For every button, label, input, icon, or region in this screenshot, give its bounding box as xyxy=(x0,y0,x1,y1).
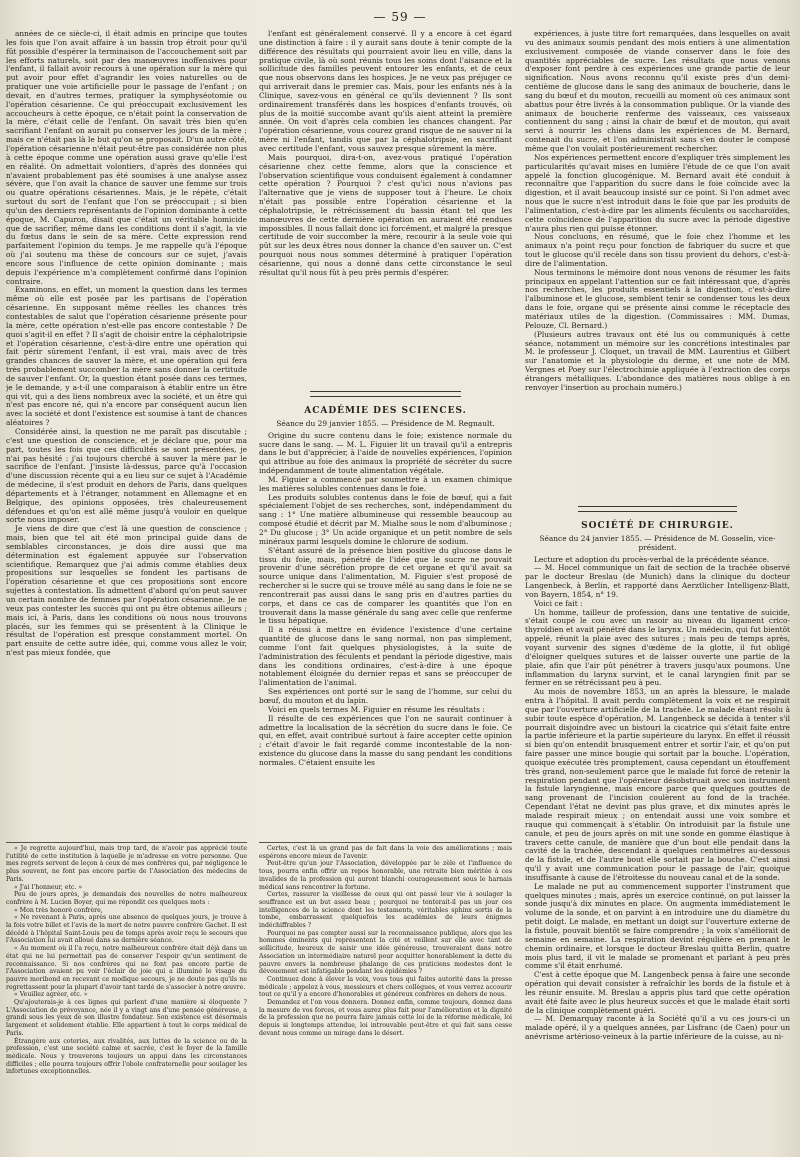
paragraph: Ses expériences ont porté sur le sang de l'homme, sur celui du bœuf, du mouton et du lapin. xyxy=(259,687,512,705)
column-left-footnote xyxy=(6,842,247,1135)
academy-continuation xyxy=(525,30,790,500)
footnote-paragraph: Peu de jours après, je demandais des nouvelles de notre malheureux confrère à M. Lucien Boyer, qui me répondit ces quelques mots : xyxy=(6,891,247,906)
paragraph: Au mois de novembre 1853, un an après la blessure, le malade entra à l'hôpital. Il avait perdu complètement la voix et ne respirait que par l'ouverture artificielle de la trachée. Le malade étant résolu à subir toute espèce d'opération, M. Langenbeck se décida à tenter s'il pourrait disjoindre avec un bistouri la cicatrice qui s'était faite entre la partie inférieure et la partie supérieure du larynx. En effet il réussit si bien qu'on entendit brusquement entrer et sortir l'air, et qu'on put faire passer une mince bougie qui sortait par la bouche. L'opération, quoique exécutée très promptement, causa cependant un étouffement très grand, non-seulement parce que le malade fut forcé de retenir la respiration pendant que l'opérateur désobstruait avec son instrument la fistule laryngienne, mais encore parce que quelques gouttes de sang provenant de l'incision coulèrent au fond de la trachée. Cependant l'état ne devint pas plus grave, et dix minutes après le malade respirait mieux ; on entendait aussi une voix sombre et rauque qui commençait à s'établir. On introduisit par la fistule une canule, et peu de jours après on mit une sonde en gomme élastique à travers cette canule, de manière que d'un bout elle pendait dans la cavité de la trachée, descendant à quelques centimètres au-dessous de la fistule, et de l'autre bout elle sortait par la bouche. C'est ainsi qu'il y avait une communication pour le passage de l'air, quoique insuffisante à cause de l'étroitesse du nouveau canal et de la sonde. xyxy=(525,687,790,882)
paragraph: Je viens de dire que c'est là une question de conscience ; mais, bien que tel ait été mon principal guide dans de semblables circonstances, je dois dire aussi que ma détermination est également appuyée sur l'observation scientifique. Remarquez que j'ai admis comme établies deux propositions sur lesquelles se fondent les partisans de l'opération césarienne et que ces propositions sont encore sujettes à contestation. Ils admettent d'abord qu'on peut sauver un certain nombre de femmes par l'opération césarienne. Je ne veux pas contester les succès qui ont pu être obtenus ailleurs ; mais ici, à Paris, dans les conditions où nous nous trouvons placés, sur les femmes qui se présentent à la Clinique le résultat de l'opération est presque constamment mortel. On part ensuite de cette autre idée, qui, comme vous allez le voir, n'est pas mieux fondée, que xyxy=(6,524,247,658)
paragraph: Voici ce fait : xyxy=(534,598,583,608)
paragraph: Origine du sucre contenu dans le foie; existence normale du sucre dans le sang. — M. L. Figuier lit un travail qu'il a entrepris dans le but d'apprécier, à l'aide de nouvelles expériences, l'opinion qui attribue au foie des animaux la propriété de sécréter du sucre indépendamment de toute alimentation végétale. xyxy=(259,430,512,476)
section-heading-academy: ACADÉMIE DES SCIENCES. xyxy=(304,406,467,416)
paragraph: Lecture et adoption du procès-verbal de la précédente séance. xyxy=(534,555,770,564)
paragraph: l'enfant est généralement conservé. Il y a encore à cet égard une distinction à faire : il y aurait sans doute à tenir compte de la différence des résultats qui pourraient avoir lieu en ville, dans la pratique civile, là où sont réunis tous les soins dont l'aisance et la sollicitude des familles peuvent entourer les enfants, et de ceux que nous observons dans les hospices. Je ne veux pas préjuger ce qui arriverait dans le premier cas. Mais, pour les enfants nés à la Clinique, savez-vous en général ce qu'ils deviennent ? Ils sont ordinairement transférés dans les hospices d'enfants trouvés, où plus de la moitié succombe avant qu'ils aient atteint la première année. On voit d'après cela combien les chances changent. Par l'opération césarienne, vous courez grand risque de ne sauver ni la mère ni l'enfant, tandis que par la céphalotripsie, en sacrifiant avec certitude l'enfant, vous sauvez presque sûrement la mère. xyxy=(259,30,512,153)
paragraph: années de ce siècle-ci, il était admis en principe que toutes les fois que l'on avait affaire à un bassin trop étroit pour qu'il fût possible d'espérer la terminaison de l'accouchement soit par les efforts naturels, soit par des manœuvres inoffensives pour l'enfant, il fallait avoir recours à une opération sur la mère qui put avoir pour effet d'agrandir les voies naturelles ou de pratiquer une voie artificielle pour le passage de l'enfant ; on devait, en d'autres termes, pratiquer la symphyséotomie ou l'opération césarienne. Ce qui préoccupait exclusivement les accoucheurs à cette époque, ce n'était point la conservation de la mère, c'était celle de l'enfant. On savait très bien qu'en sacrifiant l'enfant on aurait pu conserver les jours de la mère ; mais ce n'était pas là le but qu'on se proposait. D'un autre côté, l'opération césarienne n'était peut-être pas considérée non plus à cette époque comme une opération aussi grave qu'elle l'est en réalité. On admettait volontiers, d'après des données qui n'avaient probablement pas été soumises à une analyse assez sévère, que l'on avait la chance de sauver une femme sur trois ou quatre opérations césariennes. Mais, je le répète, c'était surtout du sort de l'enfant que l'on se préoccupait ; si bien qu'un des derniers représentants de l'opinion dominante à cette époque, M. Capuron, disait que c'était un véritable homicide que de sacrifier, même dans les conditions dont il s'agit, la vie du fœtus dans le sein de sa mère. Cette expression rend parfaitement l'opinion du temps. Je me rappelle qu'à l'époque où j'ai soutenu ma thèse de concours sur ce sujet, j'avais encore sous l'influence de cette opinion dominante ; mais depuis l'expérience m'a complètement confirmé dans l'opinion contraire. xyxy=(6,30,247,286)
column-right xyxy=(525,30,790,1140)
paragraph: Examinons, en effet, un moment la question dans les termes même où elle est posée par les partisans de l'opération césarienne. En supposant même réelles les chances très contestables de salut que l'opération césarienne présente pour la mère, cette opération n'est-elle pas encore contestable ? De quoi s'agit-il en effet ? Il s'agit de choisir entre la céphalotripsie et l'opération césarienne, c'est-à-dire entre une opération qui fait périr sûrement l'enfant, il est vrai, mais avec de très grandes chances de sauver la mère, et une opération qui fera très probablement succomber la mère sans donner la certitude de sauver l'enfant. Or, la question étant posée dans ces termes, je le demande, y a-t-il une comparaison à établir entre un être qui vit, qui a des liens nombreux avec la société, et un être qui n'est pas encore né, qui n'a encore par conséquent aucun lien avec la société et dont l'existence est soumise à tant de chances aléatoires ? xyxy=(6,285,247,428)
paragraph: Mais pourquoi, dira-t-on, avez-vous pratiqué l'opération césarienne chez cette femme, alors que la conscience et l'observation scientifique vous conduisent également à condamner cette opération ? Pourquoi ? c'est qu'ici nous n'avions pas l'alternative que je viens de supposer tout à l'heure. Le choix n'était pas possible entre l'opération césarienne et la céphalotripsie, le rétrécissement du bassin étant tel que les manœuvres de cette dernière opération en auraient été rendues impossibles. Il nous fallait donc ici forcément, et malgré la presque certitude de voir succomber la mère, recourir à la seule voie qui pût sur les deux êtres nous donner la chance d'en sauver un. C'est pourquoi nous nous sommes déterminé à pratiquer l'opération césarienne, qui nous a donné dans cette circonstance le seul résultat qu'il nous fût à peu près permis d'espérer. xyxy=(259,152,512,277)
obstetrics-continuation xyxy=(259,30,512,385)
footnote-paragraph: Certes, c'est là un grand pas de fait dans la voie des améliorations ; mais espérons encore mieux de l'avenir. xyxy=(259,845,512,860)
paragraph: S'étant assuré de la présence bien positive du glucose dans le tissu du foie, mais, pénétré de l'idée que le sucre ne pouvait provenir d'une sécrétion propre de cet organe et qu'il avait sa source unique dans l'alimentation, M. Figuier s'est proposé de rechercher si le sucre qui se trouve mêlé au sang dans le foie ne se rencontrerait pas aussi dans le sang pris en d'autres parties du corps, et dans ce cas de comparer les quantités que l'on en trouverait dans la masse générale du sang avec celle que renferme le tissu hépatique. xyxy=(259,545,512,626)
paragraph: Nous terminons le mémoire dont nous venons de résumer les faits principaux en appelant l'attention sur ce fait intéressant que, d'après nos recherches, les produits essentiels à la digestion, c'est-à-dire l'albuminose et le glucose, semblent tenir se condenser tous les deux dans le foie, organe qui se présente ainsi comme le réceptacle des matériaux utiles de la digestion. (Commissaires : MM. Dumas, Pelouze, Cl. Bernard.) xyxy=(525,267,790,330)
paragraph: Nous concluons, en résumé, que le foie chez l'homme et les animaux n'a point reçu pour fonction de fabriquer du sucre et que tout le glucose qu'il recèle dans son tissu provient du dehors, c'est-à-dire de l'alimentation. xyxy=(525,232,790,268)
column-middle xyxy=(259,30,512,1140)
footnote-paragraph: « Je regrette aujourd'hui, mais trop tard, de n'avoir pas apprécié toute l'utilité de cette institution à laquelle je m'adresse en votre personne. Que mes regrets servent de leçon à ceux de mes confrères qui, par négligence le plus souvent, ne font pas encore partie de l'Association des médecins de Paris. xyxy=(6,845,247,883)
paragraph: Il résulte de ces expériences que l'on ne saurait continuer à admettre la localisation de la sécrétion du sucre dans le foie. Ce qui, en effet, avait contribué surtout à faire accepter cette opinion ; c'était d'avoir le fait regardé comme incontestable de la non-existence du glucose dans la masse du sang pendant les conditions normales. C'étaient ensuite les xyxy=(259,713,512,767)
column-left-body xyxy=(6,30,247,838)
section-heading-surgery: SOCIÉTÉ DE CHIRURGIE. xyxy=(581,521,734,531)
session-line: Séance du 24 janvier 1855. — Présidence de M. Gosselin, vice-président. xyxy=(539,533,776,552)
paragraph: M. Figuier a commencé par soumettre à un examen chimique les matières solubles contenues dans le foie. xyxy=(259,474,512,493)
footnote-paragraph: Certes, rassurer la vieillesse de ceux qui ont passé leur vie à soulager la souffrance est un but assez beau ; pourquoi ne tenterait-il pas un jour ces intelligences de la science dont les testaments, véritables sphinx sortis de la tombe, embarrassent quelquefois les académies de leurs énigmes indéchiffrables ? xyxy=(259,891,512,930)
paragraph: C'est à cette époque que M. Langenbeck pensa à faire une seconde opération qui devait consister à refraîchir les bords de la fistule et à les réunir ensuite. M. Breslau a appris plus tard que cette opération avait été faite avec le plus heureux succès et que le malade était sorti de la clinique complètement guéri. xyxy=(525,970,790,1015)
paragraph: Considérée ainsi, la question ne me paraît pas discutable ; c'est une question de conscience, et je déclare que, pour ma part, toutes les fois que ces difficultés se sont présentées, je n'ai pas hésité : j'ai toujours cherché à sauver la mère par le sacrifice de l'enfant. J'insiste là-dessus, parce qu'à l'occasion d'une discussion récente qui a eu lieu sur ce sujet à l'Académie de médecine, il s'est produit en dehors de Paris, dans quelques départements et à l'étranger, notamment en Allemagne et en Belgique, des opinions opposées, très chaleureusement défendues et qu'on est allé même jusqu'à vouloir en quelque sorte nous imposer. xyxy=(6,426,247,525)
column-middle-footnote xyxy=(259,842,512,1135)
footnote-paragraph: Qu'ajouterais-je à ces lignes qui parlent d'une manière si éloquente ? L'Association de prévoyance, née il y a vingt ans d'une pensée généreuse, a grandi sous les yeux de son illustre fondateur. Son existence est désormais largement et solidement établie. Elle appartient à tout le corps médical de Paris. xyxy=(6,999,247,1037)
footnote-paragraph: Peut-être qu'un jour l'Association, développée par le zèle et l'influence de tous, pourra enfin offrir un repos honorable, une retraite bien méritée à ces invalides de la profession qui auront blanchi courageusement sous le harnais médical sans rencontrer la fortune. xyxy=(259,860,512,891)
paragraph: (Plusieurs autres travaux ont été lus ou communiqués à cette séance, notamment un mémoire sur les concrétions intestinales par M. le professeur J. Cloquet, un travail de MM. Laurentius et Gilbert sur l'anatomie et la physiologie du derme, et une note de MM. Vergnes et Poey sur l'électrochimie appliquée à l'extraction des corps étrangers métalliques. L'abondance des matières nous oblige à en renvoyer l'insertion au prochain numéro.) xyxy=(525,329,790,392)
surgery-report xyxy=(525,556,790,1140)
page-number: — 59 — xyxy=(373,10,427,24)
footnote-paragraph: Étrangère aux coteries, aux rivalités, aux luttes de la science ou de la profession, c'est une société calme et sacrée, c'est le foyer de la famille médicale. Nous y trouverons toujours un appui dans les circonstances difficiles ; elle pourra toujours offrir l'obole confraternelle pour soulager les infortunes exceptionnelles. xyxy=(6,1037,247,1076)
footnote-paragraph: « J'ai l'honneur, etc. » xyxy=(14,883,83,891)
footnote-paragraph: « Mon très honoré confrère, xyxy=(14,906,103,914)
paragraph: Le malade ne put au commencement supporter l'instrument que quelques minutes ; mais, après un exercice continué, on put laisser la sonde jusqu'à dix minutes en place. On augmenta immédiatement le volume de la sonde, et on parvint à en introduire une du diamètre du petit doigt. Le malade, en mettant un doigt sur l'ouverture externe de la fistule, pouvait bientôt se faire comprendre ; la voix s'améliorait de semaine en semaine. La respiration devint régulière en prenant le chemin ordinaire, et lorsque le docteur Breslau quitta Berlin, quatre mois plus tard, il vit le malade se promenant et parlant à peu près comme s'il était enrhumé. xyxy=(525,881,790,971)
footnote-paragraph: « Veuillez agréer, etc. » xyxy=(14,991,88,999)
academy-report xyxy=(259,432,512,768)
column-left xyxy=(6,30,247,1140)
session-line: Séance du 29 janvier 1855. — Présidence de M. Regnault. xyxy=(276,418,495,428)
paragraph: — M. Hocel communique un fait de section de la trachée observé par le docteur Breslau (de Munich) dans la clinique du docteur Langenbeck, à Berlin, et rapporté dans Aerztlicher Intelligenz-Blatt, von Bayern, 1854, n° 19. xyxy=(525,563,790,599)
section-rule xyxy=(578,506,737,512)
paragraph: Nos expériences permettent encore d'expliquer très simplement les particularités qu'avait mises en lumière l'étude de ce que l'on avait appelé la fonction glucogénique. M. Bernard avait été conduit à reconnaître que l'apparition du sucre dans le foie coïncide avec la digestion, et il avait beaucoup insisté sur ce point. Si l'on admet avec nous que le sucre n'est introduit dans le foie que par les produits de l'alimentation, c'est-à-dire par les aliments féculents ou saccharoïdes, cette coïncidence de l'apparition du sucre avec la période digestive n'aura plus rien qui puisse étonner. xyxy=(525,152,790,233)
footnote-paragraph: Demandez et l'on vous donnera. Donnez enfin, comme toujours, donnez dans la mesure de vos forces, et vous aurez plus fait pour l'amélioration et la dignité de la profession que ne pourra faire jamais cette loi de la réforme médicale, loi depuis si longtemps attendue, loi introuvable peut-être et qui fait sans cesse devant nous comme un mirage dans le désert. xyxy=(259,999,512,1037)
section-rule xyxy=(310,391,462,397)
footnote-paragraph: Pourquoi ne pas compter aussi sur la reconnaissance publique, alors que les hommes éminents qui représentent la cité et veillent sur elle avec tant de sollicitude, heureux de saisir une idée généreuse, trouveraient dans notre Association un intermédiaire naturel pour acquitter honorablement la dette du pauvre envers la nombreuse phalange de ces praticiens modestes dont le dévouement est infatigable pendant les épidémies ? xyxy=(259,929,512,976)
footnote-paragraph: « Ne revenant à Paris, après une absence de quelques jours, je trouve à la fois votre billet et l'avis de la mort de notre pauvre confrère Gachet. Il est décédé à l'hôpital Saint-Louis peu de temps après avoir reçu le secours que l'Association lui avait alloué dans sa dernière séance. xyxy=(6,914,247,945)
column-middle-body xyxy=(259,30,512,838)
paragraph: — M. Demarquay raconte à la Société qu'il a vu ces jours-ci un malade opéré, il y a quelques années, par Lisfranc (de Caen) pour un anévrisme artérioso-veineux à la partie inférieure de la cuisse, au ni- xyxy=(525,1014,790,1042)
paragraph: expériences, à juste titre fort remarquées, dans lesquelles on avait vu des animaux soumis pendant des mois entiers à une alimentation exclusivement composée de viande conserver dans le foie des quantités appréciables de sucre. Les résultats que nous venons d'exposer font perdre à ces expériences une grande partie de leur signification. Nous avons reconnu qu'il existe près d'un demi-centième de glucose dans le sang des animaux de boucherie, dans le sang du bœuf et du mouton, recueilli au moment où ces animaux sont abattus pour être livrés à la consommation publique. Or la viande des animaux de boucherie renferme des vaisseaux, ces vaisseaux contiennent du sang ; ainsi la chair de bœuf et de mouton, qui avait servi à nourrir les chiens dans les expériences de M. Bernard, contenait du sucre, et l'on administrait sans s'en douter le composé même que l'on voulait postérieurement rechercher. xyxy=(525,30,790,153)
paragraph: Voici en quels termes M. Figuier en résume les résultats : xyxy=(268,704,485,714)
footnote-paragraph: Continuez donc à élever la voix, vous tous qui faites autorité dans la presse médicale ; appelez à vous, messieurs et chers collègues, et vous verrez accourir tout ce qu'il y a encore d'honorables et généreux confrères en dehors de nous. xyxy=(259,975,512,999)
paragraph: Il a réussi à mettre en évidence l'existence d'une certaine quantité de glucose dans le sang normal, non pas simplement, comme l'ont fait quelques physiologistes, à la suite de l'administration des féculents et pendant la période digestive, mais dans les conditions ordinaires, c'est-à-dire à une époque notablement éloignée du dernier repas et sans se préoccuper de l'alimentation de l'animal. xyxy=(259,625,512,688)
footnote-paragraph: « Au moment où il l'a reçu, notre malheureux confrère était déjà dans un état qui ne lui permettait pas de conserver l'espoir qu'un sentiment de reconnaissance. Si nos confrères qui ne font pas encore partie de l'Association avaient pu voir l'éclair de joie qui a illuminé le visage du pauvre moribond en recevant ce modique secours, je ne doute pas qu'ils ne regrettassent pour la plupart d'avoir tant tardé de s'associer à notre œuvre. xyxy=(6,945,247,991)
paragraph: Un homme, tailleur de profession, dans une tentative de suicide, s'était coupé le cou avec un rasoir au niveau du ligament crico-thyroïdien et avait pénétré dans le larynx. Un médecin, qui fut bientôt appelé, réunit la plaie avec des sutures ; mais peu de temps après, voyant survenir des signes d'œdème de la glotte, il fut obligé d'éloigner quelques sutures et de laisser ouverte une partie de la plaie, afin que l'air pût pénétrer à travers jusqu'aux poumons. Une inflammation du larynx survint, et le canal laryngien finit par se fermer en se rétrécissant peu à peu. xyxy=(525,607,790,688)
paragraph: Les produits solubles contenus dans le foie de bœuf, qui a fait spécialement l'objet de ses recherches, sont, indépendamment du sang : 1° Une matière albumineuse qui ressemble beaucoup au composé étudié et décrit par M. Mialhe sous le nom d'albuminose ; 2° Du glucose ; 3° Un acide organique et un petit nombre de sels minéraux parmi lesquels domine le chlorure de sodium. xyxy=(259,492,512,546)
